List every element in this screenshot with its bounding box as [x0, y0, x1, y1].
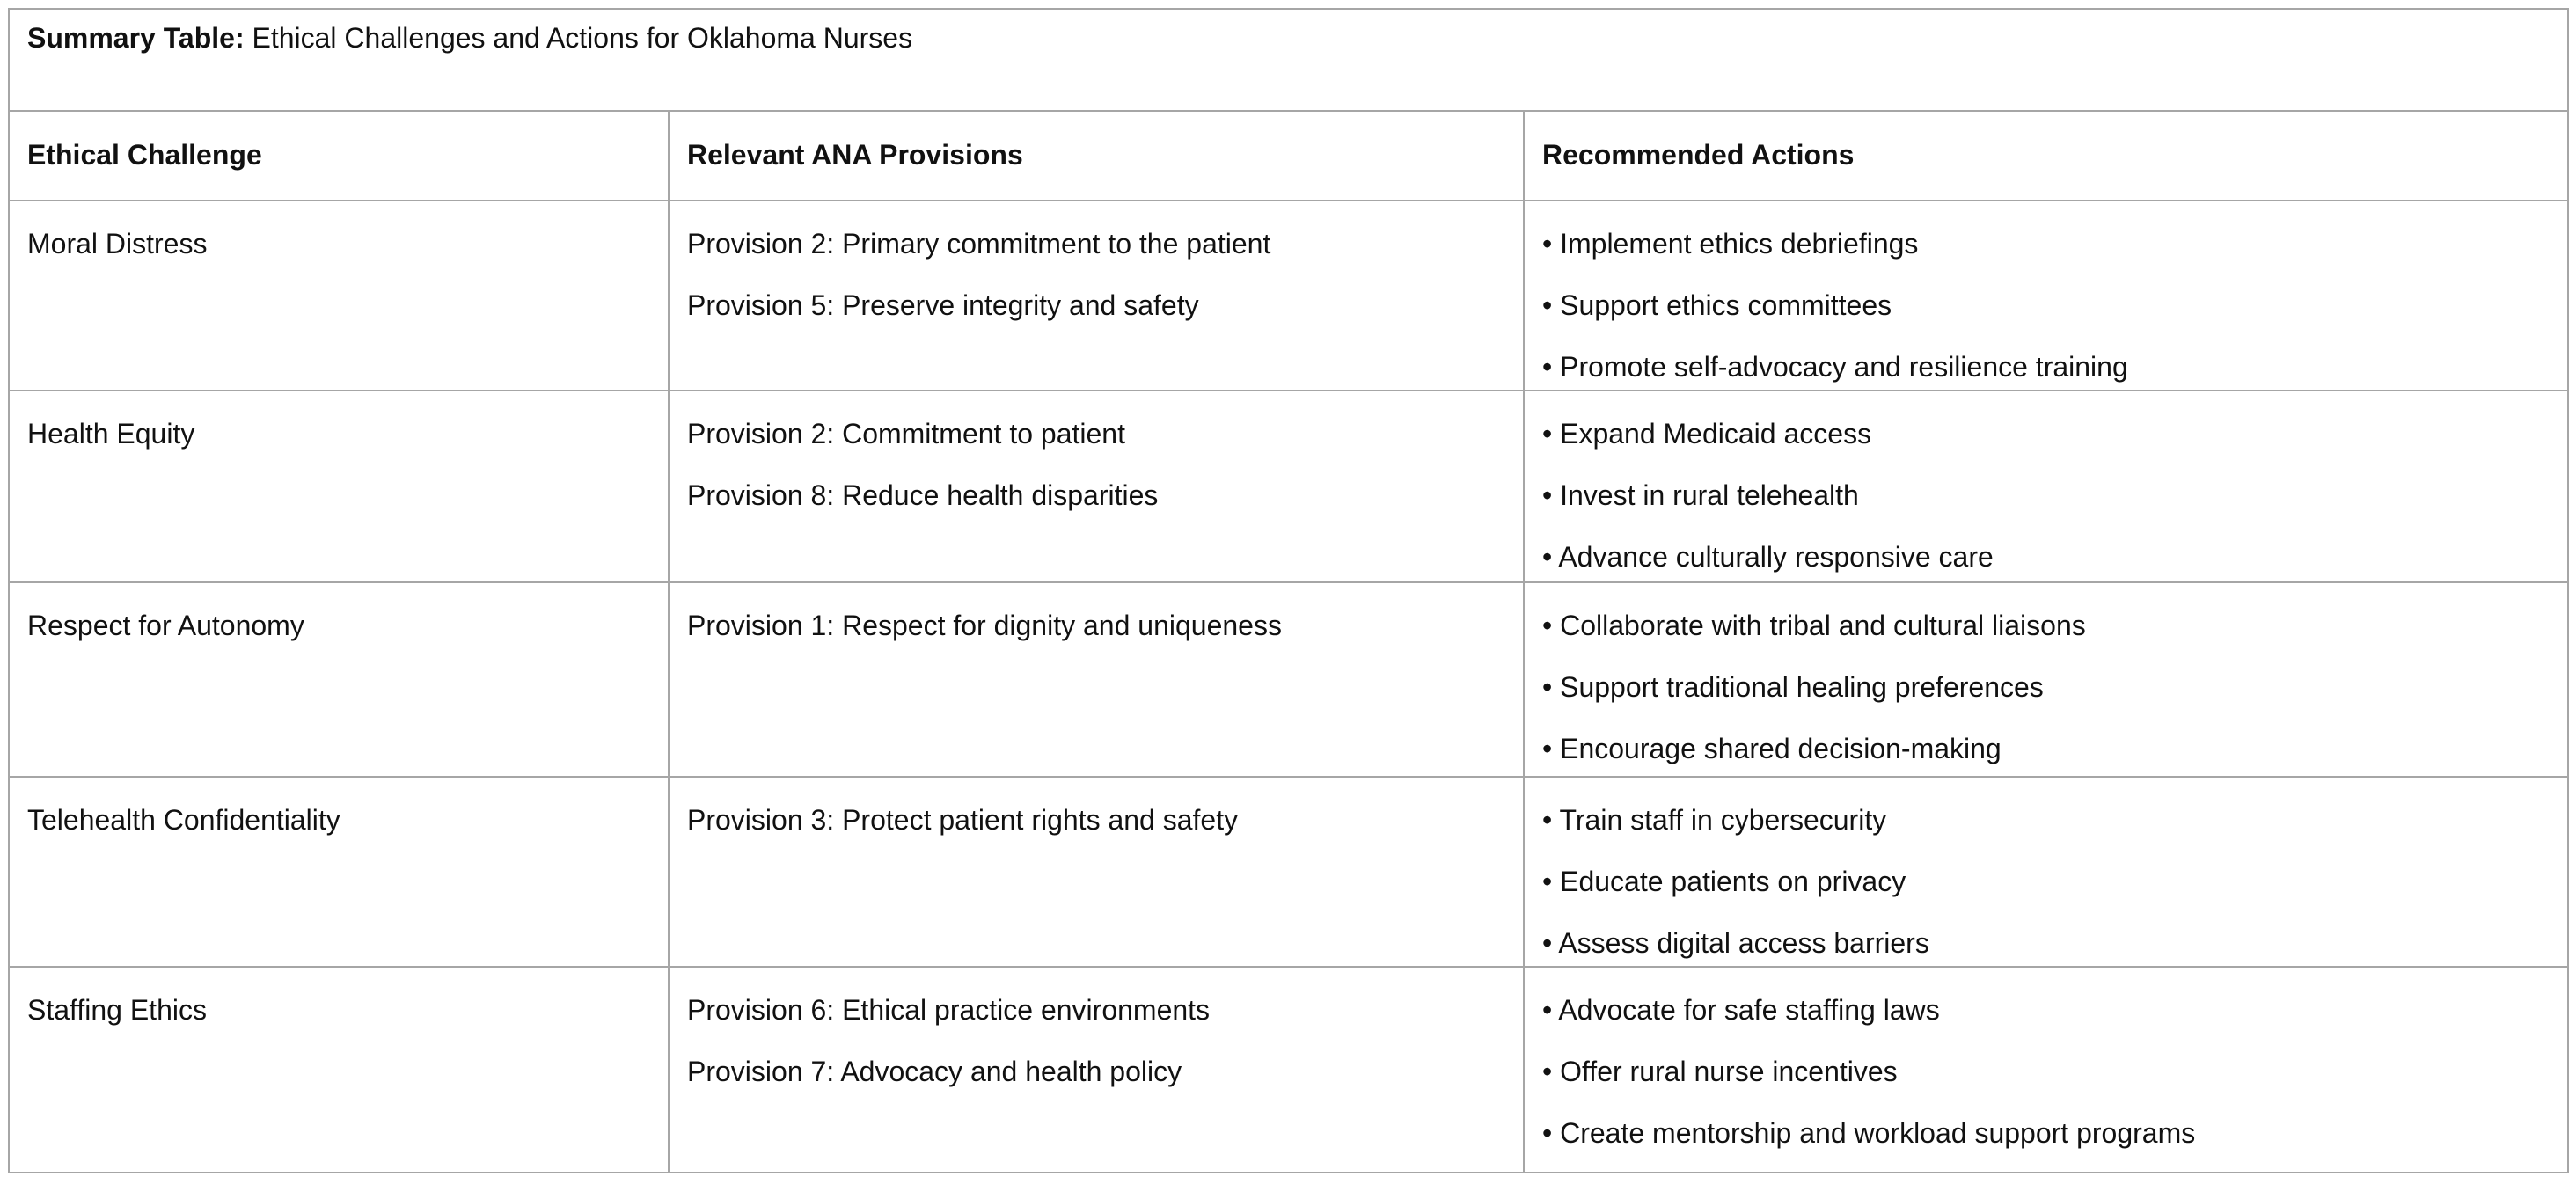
provisions-cell [669, 777, 1524, 967]
provision-item: Provision 2: Primary commitment to the patient [687, 228, 1271, 260]
header-row [9, 111, 2568, 201]
challenge-cell [9, 582, 669, 777]
action-item: • Implement ethics debriefings [1542, 228, 1919, 260]
header-ethical-challenge: Ethical Challenge [9, 111, 669, 201]
action-item: • Collaborate with tribal and cultural liaisons [1542, 610, 2086, 641]
action-item: • Encourage shared decision-making [1542, 733, 2002, 764]
provision-item: Provision 1: Respect for dignity and uniqueness [687, 610, 1282, 641]
provisions-cell [669, 967, 1524, 1173]
challenge-cell [9, 391, 669, 582]
action-item: • Create mentorship and workload support programs [1542, 1117, 2196, 1149]
action-item: • Support traditional healing preferences [1542, 671, 2044, 703]
summary-table-container [8, 8, 2567, 1173]
action-item: • Expand Medicaid access [1542, 418, 1872, 450]
caption-label: Summary Table: [27, 22, 245, 54]
action-item: • Train staff in cybersecurity [1542, 804, 1887, 836]
provisions-cell [669, 582, 1524, 777]
provision-item: Provision 3: Protect patient rights and safety [687, 804, 1239, 836]
actions-cell [1524, 201, 2568, 391]
challenge-cell [9, 967, 669, 1173]
action-item: • Advance culturally responsive care [1542, 541, 1994, 573]
challenge-cell [9, 201, 669, 391]
action-item: • Invest in rural telehealth [1542, 479, 1859, 511]
challenge-text: Respect for Autonomy [27, 610, 304, 641]
table-row [9, 967, 2568, 1173]
action-item: • Advocate for safe staffing laws [1542, 994, 1940, 1026]
table-row [9, 777, 2568, 967]
actions-cell [1524, 967, 2568, 1173]
action-item: • Assess digital access barriers [1542, 927, 1929, 959]
action-item: • Support ethics committees [1542, 289, 1892, 321]
summary-table [8, 8, 2569, 1173]
caption-row [9, 9, 2568, 111]
action-item: • Offer rural nurse incentives [1542, 1056, 1898, 1087]
table-row [9, 582, 2568, 777]
provision-item: Provision 7: Advocacy and health policy [687, 1056, 1182, 1087]
challenge-cell [9, 777, 669, 967]
header-relevant-provisions: Relevant ANA Provisions [669, 111, 1524, 201]
provision-item: Provision 2: Commitment to patient [687, 418, 1125, 450]
action-item: • Educate patients on privacy [1542, 866, 1906, 897]
challenge-text: Telehealth Confidentiality [27, 804, 340, 836]
provision-item: Provision 8: Reduce health disparities [687, 479, 1159, 511]
caption-text: Ethical Challenges and Actions for Oklahoma Nurses [244, 22, 913, 54]
actions-cell [1524, 391, 2568, 582]
action-item: • Promote self-advocacy and resilience training [1542, 351, 2128, 383]
challenge-text: Moral Distress [27, 228, 208, 260]
challenge-text: Staffing Ethics [27, 994, 207, 1026]
challenge-text: Health Equity [27, 418, 195, 450]
provision-item: Provision 6: Ethical practice environments [687, 994, 1211, 1026]
table-row [9, 201, 2568, 391]
header-recommended-actions: Recommended Actions [1524, 111, 2568, 201]
provisions-cell [669, 201, 1524, 391]
table-row [9, 391, 2568, 582]
provisions-cell [669, 391, 1524, 582]
actions-cell [1524, 777, 2568, 967]
table-caption [9, 9, 2568, 111]
actions-cell [1524, 582, 2568, 777]
provision-item: Provision 5: Preserve integrity and safety [687, 289, 1199, 321]
